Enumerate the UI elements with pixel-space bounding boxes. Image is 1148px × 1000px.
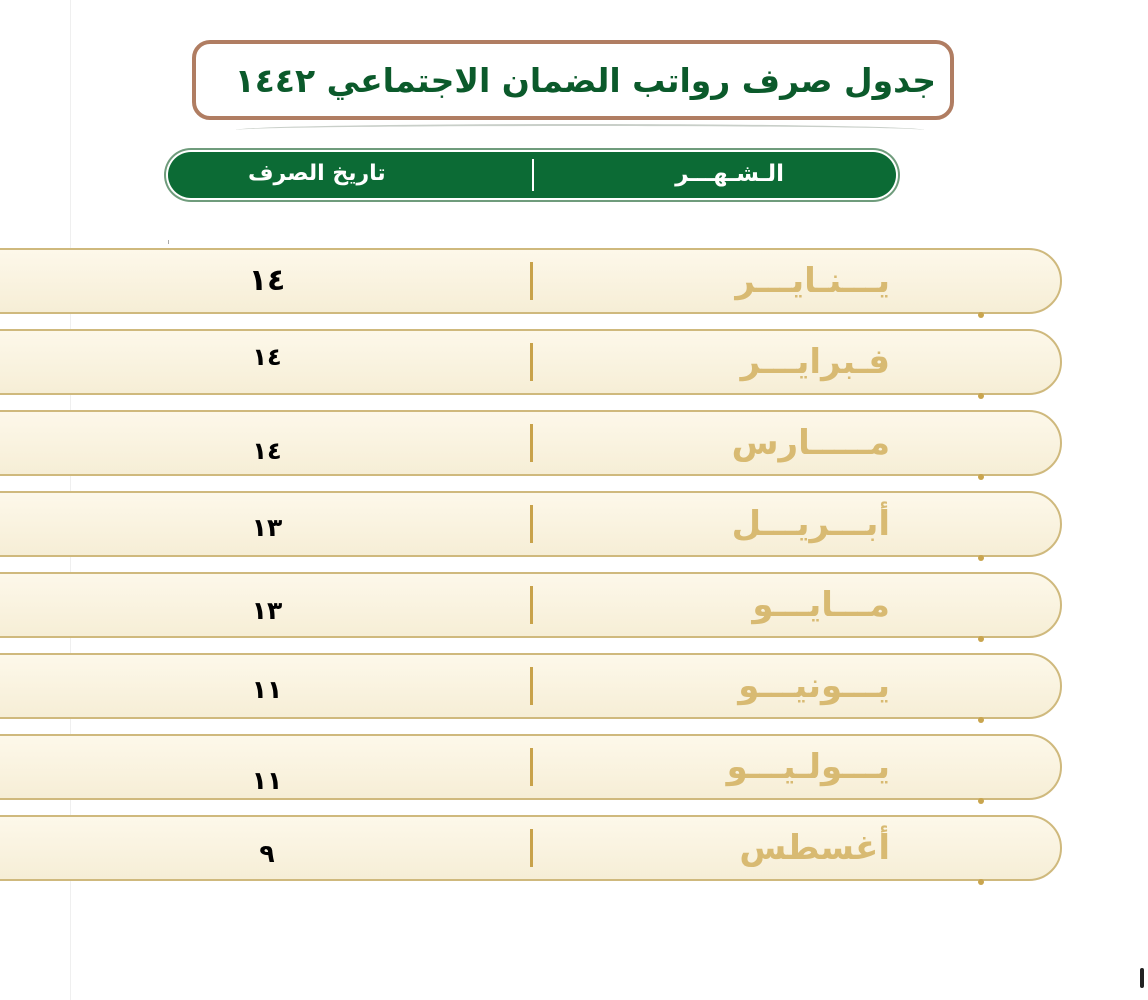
payment-date: ١٤ xyxy=(252,343,282,371)
row-divider xyxy=(530,424,533,462)
month-name: يـــولـيـــو xyxy=(726,747,890,787)
edge-mark xyxy=(1140,968,1144,988)
payment-date: ١٣ xyxy=(251,596,283,625)
month-name: مـــــارس xyxy=(731,423,890,463)
row-divider xyxy=(530,343,533,381)
table-row xyxy=(0,329,1062,395)
month-name: يـــنـايـــر xyxy=(735,261,890,301)
table-row xyxy=(0,653,1062,719)
table-row xyxy=(0,248,1062,314)
header-divider xyxy=(532,159,534,191)
month-name: مـــايـــو xyxy=(752,585,890,625)
row-divider xyxy=(530,748,533,786)
payment-date: ١٣ xyxy=(251,513,283,542)
row-dot xyxy=(978,717,984,723)
month-name: يـــونيـــو xyxy=(738,666,890,706)
page-title: جدول صرف رواتب الضمان الاجتماعي ١٤٤٢ xyxy=(234,60,936,100)
row-divider xyxy=(530,586,533,624)
row-dot xyxy=(978,798,984,804)
row-dot xyxy=(978,474,984,480)
payment-date: ١١ xyxy=(251,766,283,795)
table-row xyxy=(0,815,1062,881)
title-underline-arc xyxy=(236,124,924,136)
month-name: فـبرايـــر xyxy=(740,342,890,382)
row-dot xyxy=(978,555,984,561)
month-name: أغسطس xyxy=(739,828,890,868)
row-dot xyxy=(978,636,984,642)
month-name: أبـــريـــل xyxy=(731,504,890,544)
row-divider xyxy=(530,667,533,705)
row-dot xyxy=(978,393,984,399)
header-month-label: الـشـهـــر xyxy=(675,161,784,187)
payment-date: ٩ xyxy=(259,839,275,868)
payment-date: ١٤ xyxy=(248,263,286,298)
table-header xyxy=(168,152,896,198)
table-row xyxy=(0,572,1062,638)
row-dot xyxy=(978,879,984,885)
row-divider xyxy=(530,262,533,300)
table-row xyxy=(0,491,1062,557)
row-dot xyxy=(978,312,984,318)
title-box xyxy=(192,40,954,120)
row-divider xyxy=(530,829,533,867)
table-row xyxy=(0,410,1062,476)
decorative-tick xyxy=(168,240,169,244)
table-row xyxy=(0,734,1062,800)
payment-date: ١١ xyxy=(251,675,283,704)
payment-date: ١٤ xyxy=(252,437,282,465)
row-divider xyxy=(530,505,533,543)
header-date-label: تاريخ الصرف xyxy=(248,161,386,186)
